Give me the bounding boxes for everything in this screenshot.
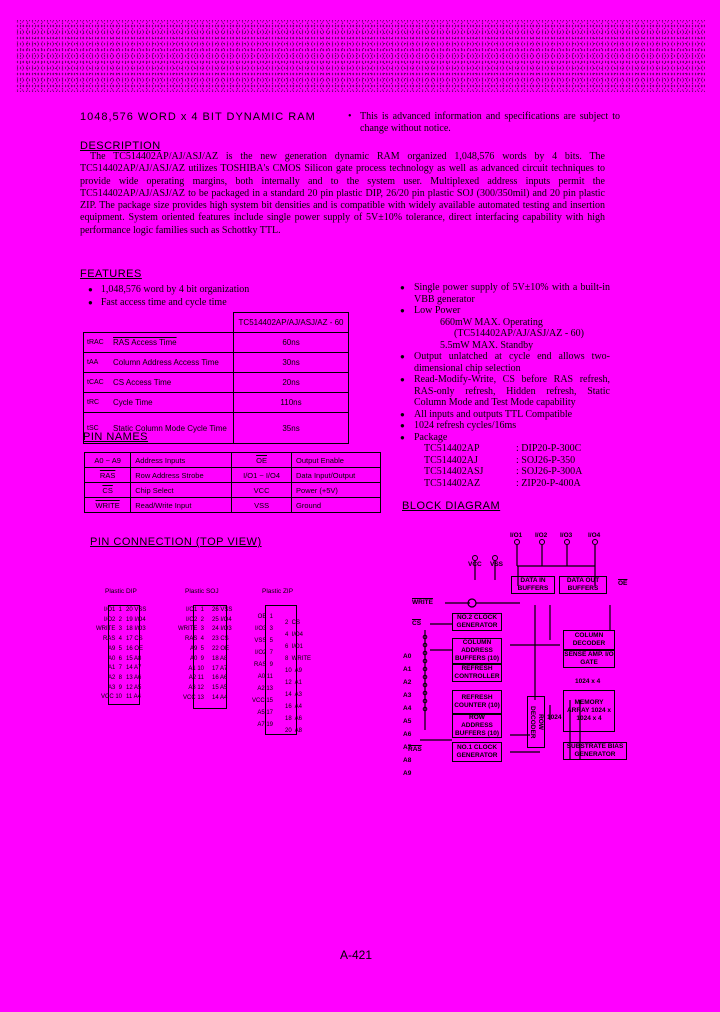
table-row: tRAC RAS Access Time 60ns <box>84 333 349 353</box>
feature-item: ● Read-Modify-Write, CS before RAS refresh, RAS-only refresh, Hidden refresh, Static Column Mode and Test Mode capability <box>400 374 610 409</box>
page-title: 1048,576 WORD x 4 BIT DYNAMIC RAM <box>80 111 316 123</box>
memory-array-block: MEMORY ARRAY 1024 x 1024 x 4 <box>563 690 615 732</box>
timing-table <box>83 312 349 444</box>
row-decoder-block: ROW DECODER <box>527 696 545 748</box>
package-row: TC514402AZ : ZIP20-P-400A <box>424 477 581 489</box>
dip-right-pins: 20 VSS 19 I/O4 18 I/O3 17 CS 16 OE 15 A8 14 A7 13 A6 12 A5 11 A4 <box>126 607 147 701</box>
zip-left-pins: OE 1 I/O3 3 VSS 5 I/O2 7 RAS 9 A0 11 A2 13 VCC 15 A5 17 A7 19 <box>251 614 273 728</box>
feature-item: ● Output unlatched at cycle end allows two-dimensional chip selection <box>400 351 610 374</box>
package-row: TC514402ASJ : SOJ26-P-300A <box>424 466 583 477</box>
refresh-controller-block: REFRESH CONTROLLER <box>452 664 502 682</box>
oe-label: $\overline{OE}$ <box>618 580 628 587</box>
feature-item: ● Single power supply of 5V±10% with a built-in VBB generator <box>400 282 610 305</box>
soj-right-bottom-pins: 18 A8 17 A7 16 A6 15 A5 14 A4 <box>212 656 228 701</box>
pin-names-table <box>84 452 381 513</box>
row-bus-label: 1024 <box>547 714 562 721</box>
bus-width-label: 1024 x 4 <box>575 678 601 685</box>
package-row: TC514402AP : DIP20-P-300C <box>424 443 582 454</box>
io1-label: I/O1 <box>510 532 523 539</box>
pin-connection-heading: PIN CONNECTION (TOP VIEW) <box>90 536 262 548</box>
table-row: WRITE Read/Write Input VSS Ground <box>85 498 381 513</box>
pin-names-heading: PIN NAMES <box>83 431 149 443</box>
scan-noise-banner <box>15 20 705 92</box>
feature-item: ● 1024 refresh cycles/16ms <box>400 420 610 432</box>
substrate-bias-generator-block: SUBSTRATE BIAS GENERATOR <box>563 742 627 760</box>
table-row: tCAC CS Access Time 20ns <box>84 373 349 393</box>
zip-right-pins: 2 CS 4 I/O4 6 I/O1 8 WRITE 10 A9 12 A1 14 A3 16 A4 18 A6 20 A8 <box>285 620 312 734</box>
feature-subitem: (TC514402AP/AJ/ASJ/AZ - 60) <box>454 328 585 339</box>
description-text: The TC514402AP/AJ/ASJ/AZ is the new generation dynamic RAM organized 1,048,576 words by 4 bits. The TC514402AP/AJ/ASJ/AZ utilizes TOSHIBA's CMOS Silicon gate process technology as well as advanced circuit techniques to provide wide operating margins, both internally and to the system user. Multiplexed address inputs permit the TC514402AP/AJ/ASJ/AZ to be packaged in a standard 20 pin plastic DIP, 26/20 pin plastic SOJ (300/350mil) and 20 pin plastic ZIP. The package size provides high system bit densities and is compatible with widely available automated testing and insertion equipment. System oriented features include single power supply of 5V±10% tolerance, direct interfacing capability with high performance logic families such as Schottky TTL. <box>80 151 605 236</box>
write-label: WRITE <box>412 599 433 606</box>
table-row: tRC Cycle Time 110ns <box>84 393 349 413</box>
note-bullet-icon: • <box>348 111 352 122</box>
package-row: TC514402AJ : SOJ26-P-350 <box>424 454 576 466</box>
feature-item: ● All inputs and outputs TTL Compatible <box>400 409 610 421</box>
table-header-row <box>84 313 349 333</box>
io3-label: I/O3 <box>560 532 573 539</box>
io2-label: I/O2 <box>535 532 548 539</box>
zip-label: Plastic ZIP <box>262 588 294 595</box>
features-heading: FEATURES <box>80 268 142 280</box>
soj-left-top-pins: I/O1 1 I/O2 2 WRITE 3 RAS 4 A9 5 <box>177 607 204 652</box>
table-row: tAA Column Address Access Time 30ns <box>84 353 349 373</box>
clock-generator-1-block: NO.1 CLOCK GENERATOR <box>452 742 502 762</box>
right-features-list <box>400 282 610 489</box>
cs-label: $\overline{CS}$ <box>412 620 422 627</box>
soj-left-bottom-pins: A0 9 A1 10 A2 11 A3 12 VCC 13 <box>182 656 204 701</box>
table-header: TC514402AP/AJ/ASJ/AZ - 60 <box>234 313 349 333</box>
table-row: $\overline{RAS}$ Row Address Strobe I/O1 ~ I/O4 Data Input/Output <box>85 468 381 483</box>
data-in-buffers-block: DATA IN BUFFERS <box>511 576 555 594</box>
data-out-buffers-block: DATA OUT BUFFERS <box>559 576 607 594</box>
table-row: tSC Static Column Mode Cycle Time 35ns <box>84 413 349 444</box>
clock-generator-2-block: NO.2 CLOCK GENERATOR <box>452 613 502 631</box>
table-row: $\overline{CS}$ Chip Select VCC Power (+5V) <box>85 483 381 498</box>
soj-right-top-pins: 26 VSS 25 I/O4 24 I/O3 23 CS 22 OE <box>212 607 233 652</box>
dip-label: Plastic DIP <box>105 588 137 595</box>
column-address-buffers-block: COLUMN ADDRESS BUFFERS (10) <box>452 638 502 664</box>
description-heading: DESCRIPTION <box>80 140 161 152</box>
ras-label: $\overline{RAS}$ <box>408 746 422 753</box>
page-number: A-421 <box>340 948 373 962</box>
feature-item: ● Package <box>400 432 610 444</box>
note-text: This is advanced information and specifications are subject to change without notice. <box>360 111 620 134</box>
block-diagram-heading: BLOCK DIAGRAM <box>402 500 501 512</box>
vcc-label: VCC <box>468 561 482 568</box>
advance-info-note <box>348 111 620 135</box>
soj-label: Plastic SOJ <box>185 588 219 595</box>
features-list <box>88 283 249 309</box>
io4-label: I/O4 <box>588 532 601 539</box>
feature-item: ● 1,048,576 word by 4 bit organization <box>88 283 249 296</box>
column-decoder-block: COLUMN DECODER <box>563 630 615 650</box>
sense-amp-block: SENSE AMP. I/O GATE <box>564 651 614 666</box>
dip-left-pins: I/O1 1 I/O2 2 WRITE 3 RAS 4 A9 5 A0 6 A1 7 A2 8 A3 9 VCC 10 <box>95 607 122 701</box>
feature-subitem: 5.5mW MAX. Standby <box>440 339 534 351</box>
vss-label: VSS <box>490 561 504 568</box>
feature-item: ● Fast access time and cycle time <box>88 296 249 309</box>
address-pins: A0 A1 A2 A3 A4 A5 A6 A7 A8 A9 <box>403 653 412 777</box>
feature-subitem: 660mW MAX. Operating <box>440 316 543 328</box>
refresh-counter-block: REFRESH COUNTER (10) <box>452 690 502 714</box>
feature-item: ● Low Power <box>400 305 610 317</box>
table-row: A0 ~ A9 Address Inputs $\overline{OE}$ Output Enable <box>85 453 381 468</box>
row-address-buffers-block: ROW ADDRESS BUFFERS (10) <box>452 714 502 738</box>
